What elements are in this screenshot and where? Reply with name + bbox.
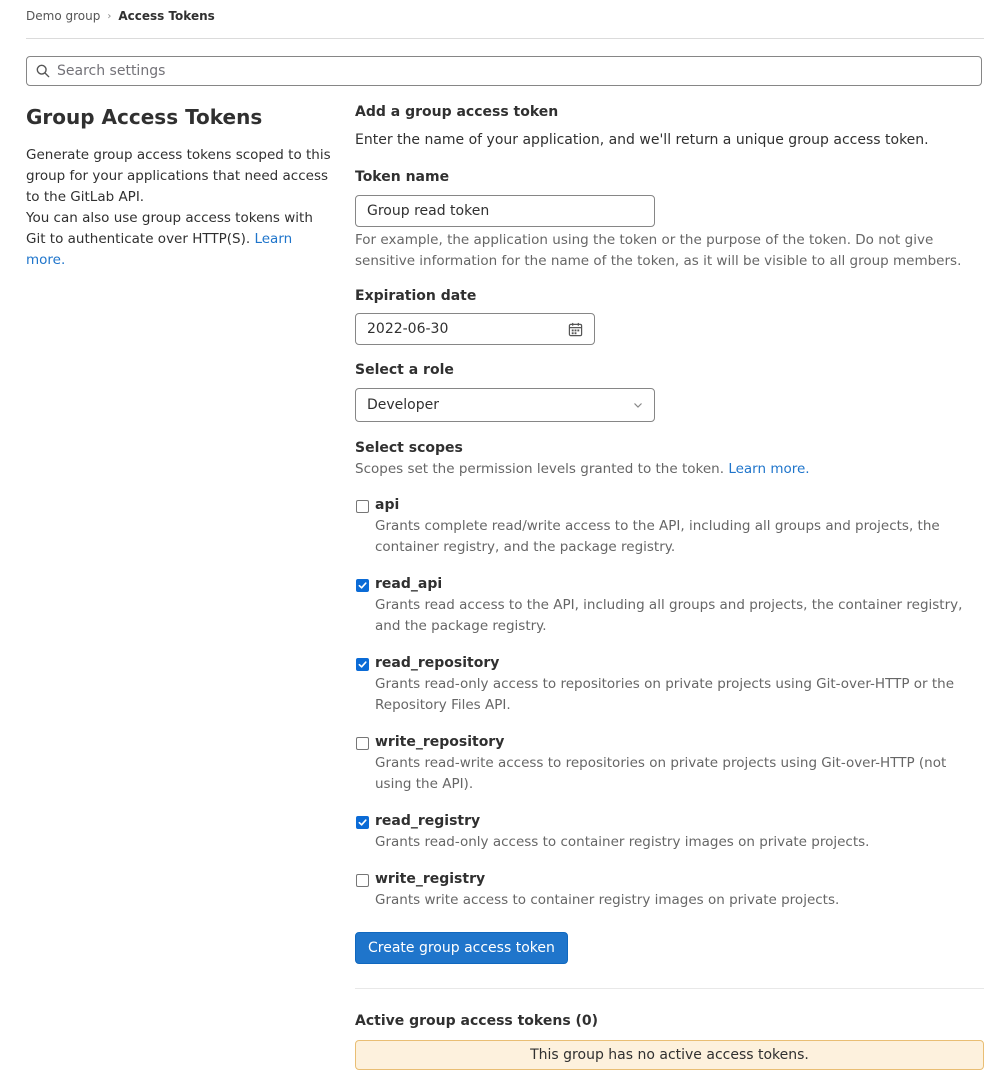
scope-description: Grants read-only access to repositories on private projects using Git-over-HTTP or the Repository Files API. xyxy=(375,676,955,713)
scope-text xyxy=(375,653,985,716)
token-name-field[interactable] xyxy=(355,195,655,227)
settings-description xyxy=(26,105,331,271)
scope-name[interactable]: read_repository xyxy=(375,655,500,671)
scope-list xyxy=(355,495,985,911)
expiration-value: 2022-06-30 xyxy=(367,321,449,337)
scope-name[interactable]: read_api xyxy=(375,576,443,592)
form-intro: Enter the name of your application, and we'll return a unique group access token. xyxy=(355,132,929,148)
scopes-help xyxy=(355,459,985,480)
scope-checkbox[interactable] xyxy=(356,816,369,829)
expiration-label: Expiration date xyxy=(355,288,477,304)
search-icon xyxy=(36,64,50,78)
description-text: Generate group access tokens scoped to this group for your applications that need access to the GitLab API. xyxy=(26,147,331,205)
page-title: Group Access Tokens xyxy=(26,105,263,129)
breadcrumb-group-link[interactable]: Demo group xyxy=(26,9,101,23)
role-label: Select a role xyxy=(355,362,454,378)
empty-tokens-message: This group has no active access tokens. xyxy=(530,1047,809,1063)
scope-option-api[interactable] xyxy=(355,495,985,558)
scope-checkbox[interactable] xyxy=(356,737,369,750)
scope-checkbox[interactable] xyxy=(356,874,369,887)
chevron-right-icon: › xyxy=(107,10,112,22)
page-description xyxy=(26,145,331,271)
scope-name[interactable]: read_registry xyxy=(375,813,481,829)
scopes-help-text: Scopes set the permission levels granted to the token. xyxy=(355,461,725,477)
scopes-label: Select scopes xyxy=(355,440,463,456)
scope-option-read-repository[interactable] xyxy=(355,653,985,716)
scope-text xyxy=(375,574,985,637)
scope-name[interactable]: write_registry xyxy=(375,871,486,887)
empty-tokens-alert xyxy=(355,1040,984,1070)
token-name-help: For example, the application using the token or the purpose of the token. Do not give sensitive information for the name of the token, as it will be visible to all group members. xyxy=(355,232,962,269)
scope-option-read-api[interactable] xyxy=(355,574,985,637)
checkmark-icon xyxy=(358,581,367,590)
scope-text xyxy=(375,495,985,558)
scope-text xyxy=(375,869,839,911)
search-input[interactable] xyxy=(55,62,939,80)
scope-text xyxy=(375,732,985,795)
scope-description: Grants read access to the API, including all groups and projects, the container registry, and the package registry. xyxy=(375,597,963,634)
scope-description: Grants read-write access to repositories on private projects using Git-over-HTTP (not using the API). xyxy=(375,755,947,792)
breadcrumb-current[interactable]: Access Tokens xyxy=(118,9,215,23)
scope-description: Grants read-only access to container registry images on private projects. xyxy=(375,834,870,850)
token-form xyxy=(355,100,985,911)
scope-description: Grants complete read/write access to the API, including all groups and projects, the container registry, and the package registry. xyxy=(375,518,940,555)
token-name-label: Token name xyxy=(355,169,450,185)
breadcrumb xyxy=(26,6,215,26)
create-token-button[interactable]: Create group access token xyxy=(355,932,568,964)
scope-option-write-registry[interactable] xyxy=(355,869,985,911)
git-auth-text: You can also use group access tokens with Git to authenticate over HTTP(S). xyxy=(26,210,313,247)
token-name-input[interactable] xyxy=(367,203,643,219)
scope-checkbox[interactable] xyxy=(356,500,369,513)
scope-checkbox[interactable] xyxy=(356,658,369,671)
checkmark-icon xyxy=(358,660,367,669)
header-divider xyxy=(26,38,984,39)
scope-name[interactable]: api xyxy=(375,497,400,513)
scopes-learn-more-link[interactable]: Learn more. xyxy=(728,461,810,477)
section-divider xyxy=(355,988,984,989)
scope-option-write-repository[interactable] xyxy=(355,732,985,795)
search-box[interactable] xyxy=(26,56,982,86)
active-tokens-title: Active group access tokens (0) xyxy=(355,1013,599,1029)
form-heading: Add a group access token xyxy=(355,104,559,120)
chevron-down-icon xyxy=(633,400,643,410)
learn-more-link[interactable]: Learn more. xyxy=(26,231,293,268)
role-select[interactable] xyxy=(355,388,655,422)
calendar-icon[interactable] xyxy=(568,322,583,337)
scope-checkbox[interactable] xyxy=(356,579,369,592)
expiration-date-picker[interactable] xyxy=(355,313,595,345)
scope-description: Grants write access to container registry images on private projects. xyxy=(375,892,840,908)
scope-option-read-registry[interactable] xyxy=(355,811,985,853)
checkmark-icon xyxy=(358,818,367,827)
scope-name[interactable]: write_repository xyxy=(375,734,505,750)
scope-text xyxy=(375,811,869,853)
role-value: Developer xyxy=(367,397,440,413)
